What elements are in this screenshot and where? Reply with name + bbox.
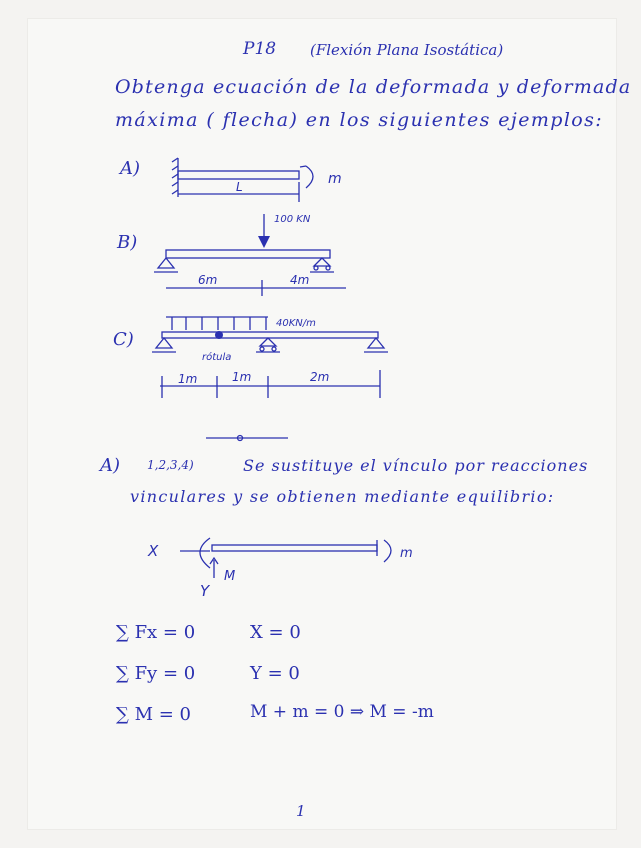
solution-label: A) (100, 455, 121, 476)
solution-steps: 1,2,3,4) (147, 458, 194, 472)
equation-sum-fy: ∑ Fy = 0 (116, 663, 196, 684)
equation-result-m: M + m = 0 ⇒ M = -m (250, 702, 434, 722)
cantilever-diagram (172, 158, 342, 202)
simply-supported-diagram (154, 214, 346, 296)
hinge-label: rótula (202, 352, 232, 363)
distributed-load-label: 40KN/m (276, 318, 316, 329)
span-label-c1: 1m (178, 372, 198, 386)
span-label-b2: 4m (290, 273, 310, 287)
length-label: L (236, 180, 243, 194)
equation-sum-fx: ∑ Fx = 0 (116, 622, 196, 643)
solution-text-line-2: vinculares y se obtienen mediante equilibrio: (130, 487, 555, 506)
span-label-c2: 1m (232, 370, 252, 384)
statement-line-2: máxima ( flecha) en los siguientes ejemplos: (115, 109, 604, 131)
example-a-label: A) (120, 158, 141, 179)
page-number: 1 (296, 802, 306, 820)
equation-sum-m: ∑ M = 0 (116, 704, 191, 725)
reaction-x-label: X (148, 542, 159, 560)
section-separator (206, 436, 288, 441)
solution-text-line-1: Se sustituye el vínculo por reacciones (243, 456, 589, 475)
moment-label-a: m (328, 171, 342, 187)
reaction-y-label: Y (200, 582, 210, 600)
span-label-b1: 6m (198, 273, 218, 287)
point-load-label: 100 KN (274, 214, 311, 225)
example-c-label: C) (113, 329, 134, 350)
statement-line-1: Obtenga ecuación de la deformada y deformada (115, 76, 632, 98)
problem-code: P18 (243, 39, 277, 59)
applied-moment-label: m (400, 546, 413, 561)
equation-result-x: X = 0 (250, 622, 301, 643)
equation-result-y: Y = 0 (250, 663, 300, 684)
span-label-c3: 2m (310, 370, 330, 384)
problem-topic: (Flexión Plana Isostática) (310, 41, 504, 59)
hinged-beam-diagram (152, 317, 388, 398)
reaction-moment-label: M (224, 569, 236, 584)
free-body-diagram (147, 538, 413, 600)
example-b-label: B) (117, 232, 138, 253)
